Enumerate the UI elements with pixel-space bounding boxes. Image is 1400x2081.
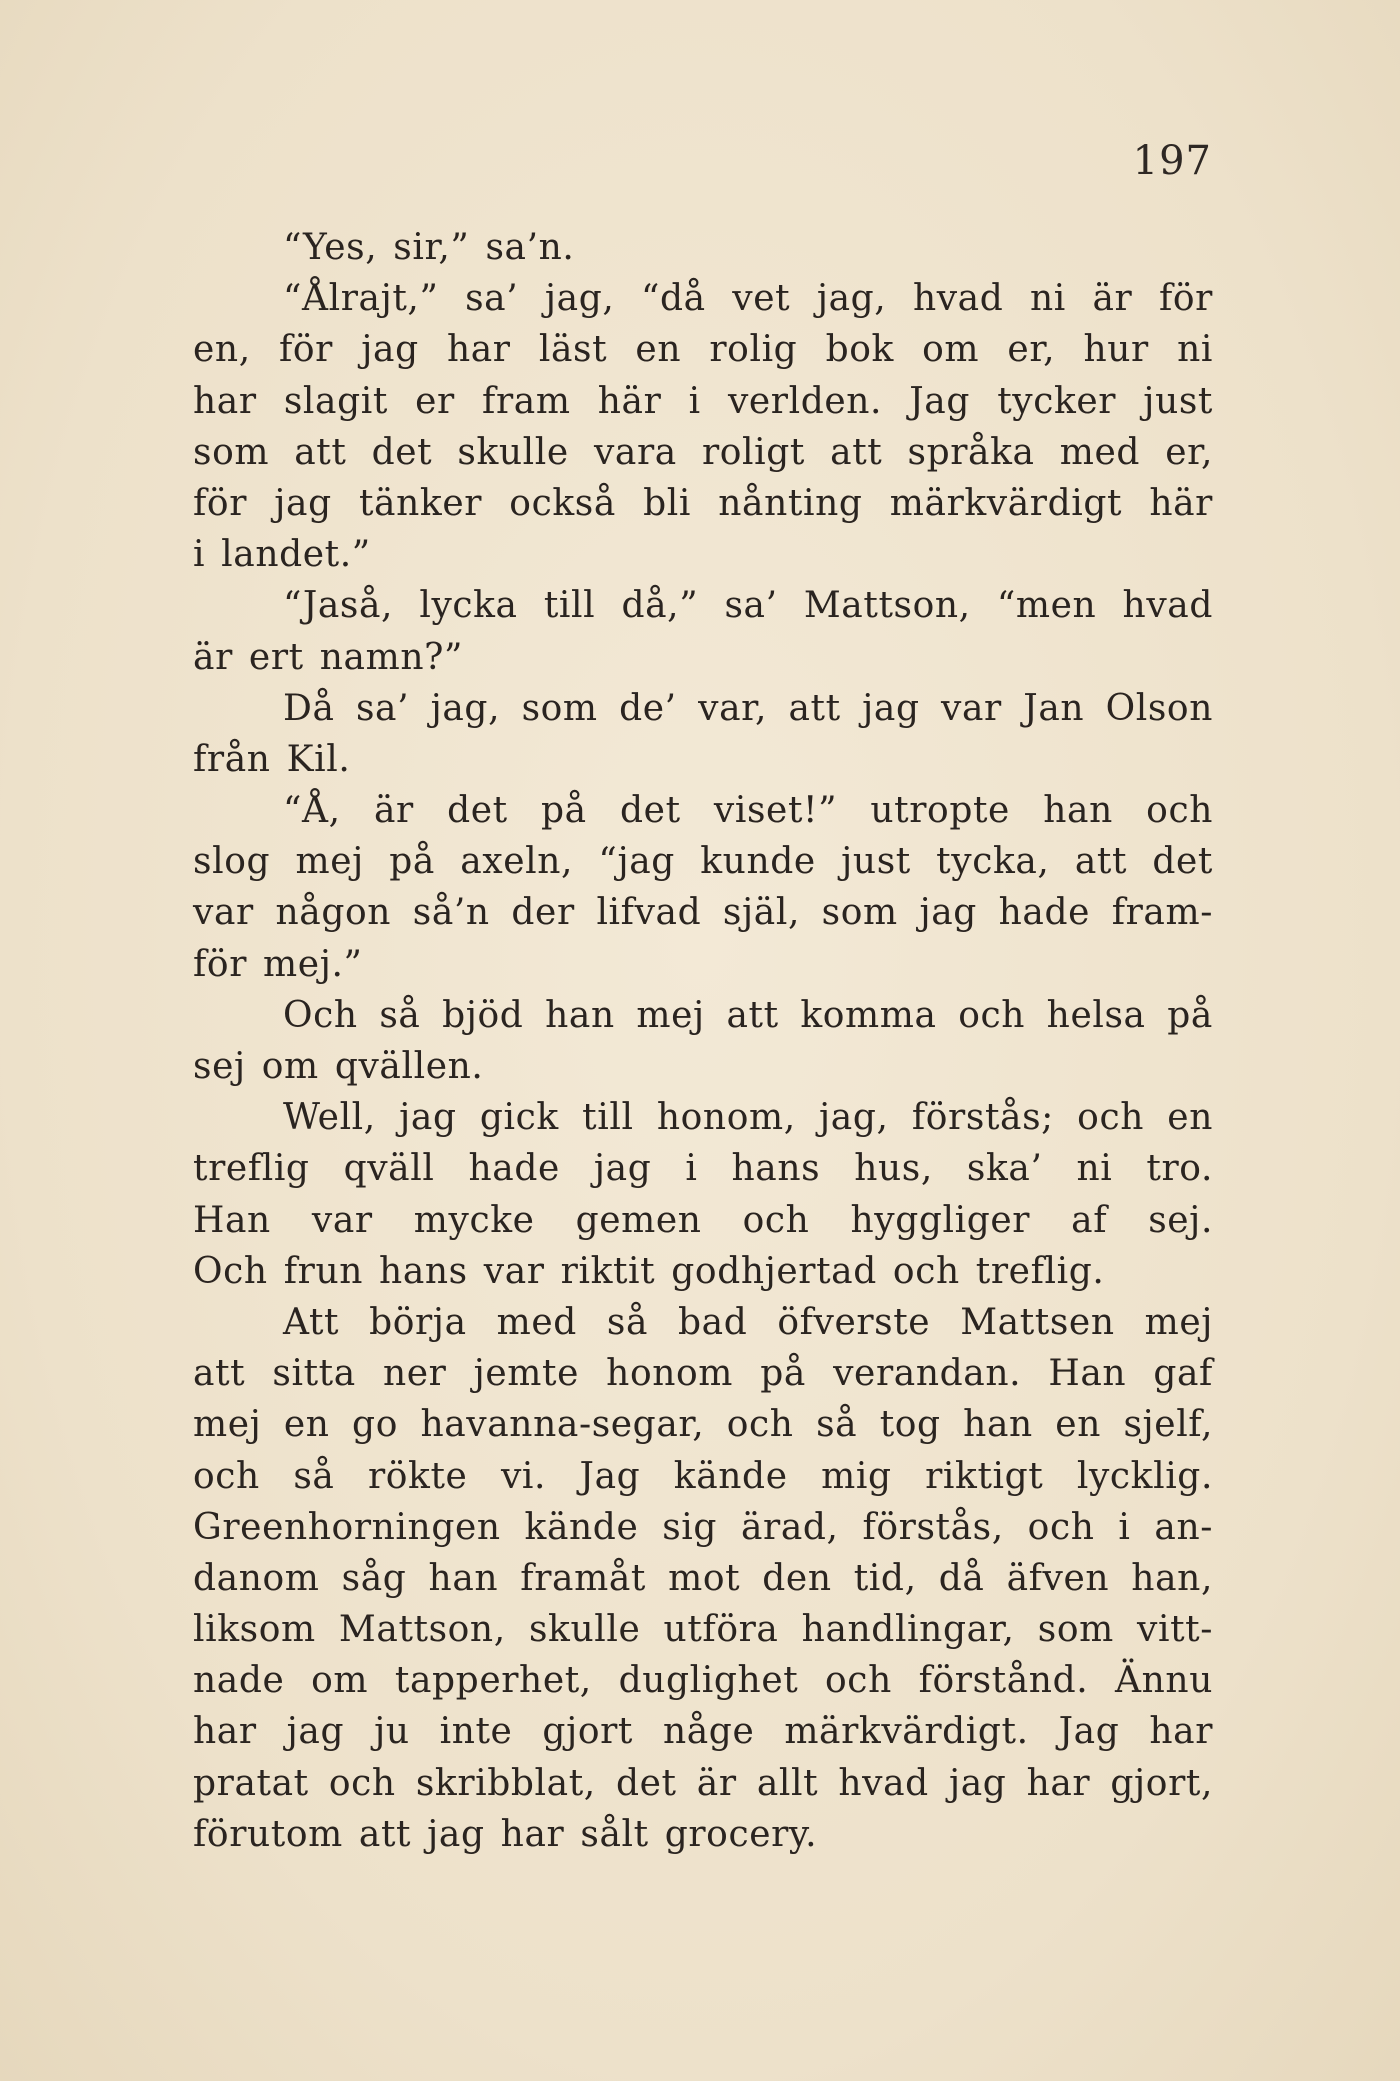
text-line: har jag ju inte gjort någe märkvärdigt. Jag har [193,1711,1213,1753]
text-line: Och så bjöd han mej att komma och helsa på [283,994,1213,1036]
text-line: Då sa’ jag, som de’ var, att jag var Jan Olson [283,687,1213,729]
text-line: treflig qväll hade jag i hans hus, ska’ ni tro. [193,1148,1213,1190]
text-line: är ert namn?” [193,636,464,678]
text-line: som att det skulle vara roligt att språka med er, [193,431,1213,473]
body-text [193,222,1213,1860]
text-line: från Kil. [193,738,351,780]
text-line: “Å, är det på det viset!” utropte han och [283,790,1213,832]
text-line: och så rökte vi. Jag kände mig riktigt lycklig. [193,1455,1213,1497]
text-line: mej en go havanna-segar, och så tog han en sjelf, [193,1404,1213,1446]
text-line: “Ålrajt,” sa’ jag, “då vet jag, hvad ni är för [283,278,1213,320]
text-line: danom såg han framåt mot den tid, då äfven han, [193,1557,1213,1599]
text-line: Greenhorningen kände sig ärad, förstås, och i an- [193,1506,1213,1548]
text-line: för mej.” [193,943,363,985]
page-number: 197 [1132,138,1212,184]
text-line: i landet.” [193,534,371,576]
text-line: “Yes, sir,” sa’n. [283,227,575,268]
text-line: har slagit er fram här i verlden. Jag tycker just [193,380,1213,422]
text-line: Well, jag gick till honom, jag, förstås; och en [283,1097,1213,1139]
text-line: nade om tapperhet, duglighet och förstånd. Ännu [193,1660,1213,1702]
text-line: förutom att jag har sålt grocery. [193,1813,818,1855]
text-line: Han var mycke gemen och hyggliger af sej. [193,1199,1213,1241]
text-line: pratat och skribblat, det är allt hvad jag har gjort, [193,1762,1213,1804]
text-line: Och frun hans var riktit godhjertad och treflig. [193,1250,1105,1292]
text-line: slog mej på axeln, “jag kunde just tycka, att det [193,841,1213,883]
text-line: för jag tänker också bli nånting märkvärdigt här [193,482,1213,524]
text-line: en, för jag har läst en rolig bok om er, hur ni [193,329,1213,371]
text-line: var någon så’n der lifvad själ, som jag hade fram- [193,892,1213,934]
text-line: liksom Mattson, skulle utföra handlingar, som vitt- [193,1609,1213,1651]
text-line: att sitta ner jemte honom på verandan. Han gaf [193,1353,1213,1395]
text-line: sej om qvällen. [193,1046,484,1087]
text-line: Att börja med så bad öfverste Mattsen mej [283,1301,1213,1343]
text-line: “Jaså, lycka till då,” sa’ Mattson, “men hvad [283,585,1213,627]
